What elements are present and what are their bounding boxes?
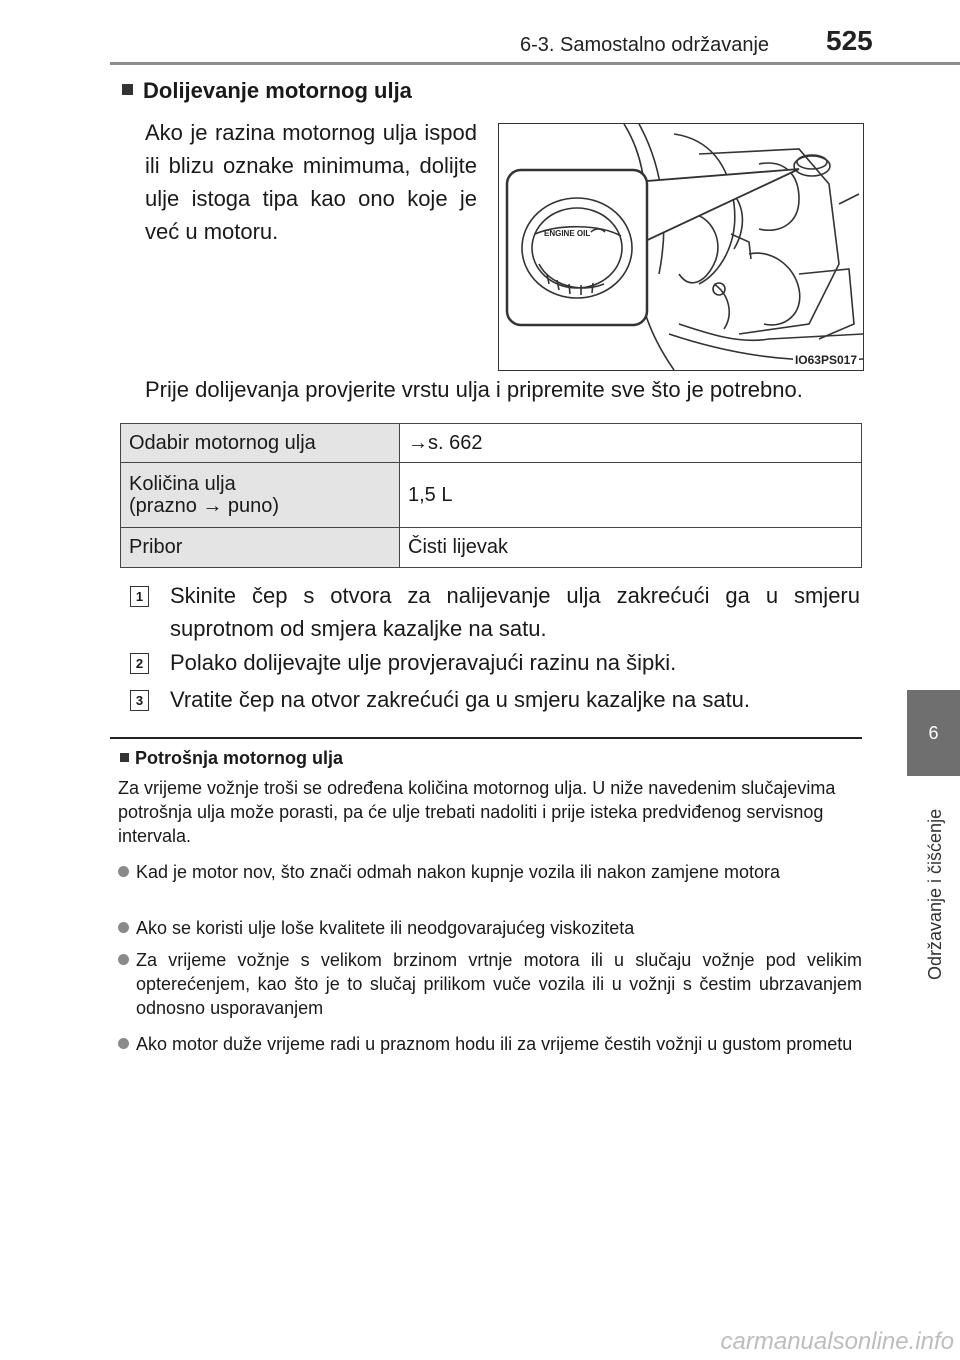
table-key-line: Količina ulja (129, 473, 236, 495)
table-key: Odabir motornog ulja (121, 424, 400, 463)
table-value: 1,5 L (400, 463, 862, 528)
list-item (118, 860, 862, 884)
square-bullet-icon (122, 84, 133, 95)
step-item (130, 579, 860, 645)
oil-info-table (120, 423, 862, 568)
watermark: carmanualsonline.info (720, 1328, 954, 1355)
step-item (130, 646, 860, 679)
section-title-oil-consumption (120, 748, 343, 769)
section-divider (110, 737, 862, 739)
step-item (130, 683, 860, 716)
table-key-line: (prazno → puno) (129, 495, 280, 517)
preparation-text: Prije dolijevanja provjerite vrstu ulja i pripremite sve što je potrebno. (145, 377, 803, 402)
bullet-dot-icon (118, 922, 129, 933)
section-title-text: Dolijevanje motornog ulja (143, 78, 412, 103)
section-title-oil-refill (122, 78, 412, 104)
list-item (118, 948, 862, 1020)
callout-box (507, 170, 647, 325)
table-value: Čisti lijevak (400, 528, 862, 568)
section-header: 6-3. Samostalno održavanje (520, 34, 770, 56)
engine-oil-cap-label: ENGINE OIL (544, 229, 591, 238)
callout-pointer (634, 169, 799, 244)
list-item-text: Za vrijeme vožnje s velikom brzinom vrtnje motora ili u slučaju vožnje pod velikim opterećenjem, kao što je to slučaj prilikom vuče vozila ili u vožnji s čestim ubrzavanjem odnosno usporavanjem (136, 950, 862, 1018)
step-text: Vratite čep na otvor zakrećući ga u smjeru kazaljke na satu. (170, 687, 751, 712)
list-item-text: Ako motor duže vrijeme radi u praznom hodu ili za vrijeme čestih vožnji u gustom prometu (136, 1034, 853, 1054)
table-row (121, 424, 862, 463)
step-text: Polako dolijevajte ulje provjeravajući razinu na šipki. (170, 650, 677, 675)
step-text: Skinite čep s otvora za nalijevanje ulja zakrećući ga u smjeru suprotnom od smjera kazaljke na satu. (170, 583, 860, 641)
header-rule (110, 62, 960, 65)
consumption-paragraph: Za vrijeme vožnje troši se određena količina motornog ulja. U niže navedenim slučajevima potrošnja ulja može porasti, pa će ulje trebati nadoliti i prije isteka predviđenog servisnog intervala. (118, 778, 836, 846)
table-value: →s. 662 (400, 424, 862, 463)
list-item (118, 1032, 862, 1056)
list-item-text: Ako se koristi ulje loše kvalitete ili neodgovarajućeg viskoziteta (136, 918, 635, 938)
list-item-text: Kad je motor nov, što znači odmah nakon kupnje vozila ili nakon zamjene motora (136, 862, 781, 882)
engine-bay-illustration (499, 124, 863, 370)
bullet-dot-icon (118, 954, 129, 965)
chapter-tab (907, 690, 960, 776)
section-title-text: Potrošnja motornog ulja (135, 748, 344, 768)
chapter-label (925, 790, 951, 990)
intro-paragraph: Ako je razina motornog ulja ispod ili blizu oznake minimuma, dolijte ulje istoga tipa kao ono koje je već u motoru. (145, 120, 477, 244)
page-number: 525 (826, 25, 873, 56)
bullet-dot-icon (118, 1038, 129, 1049)
square-bullet-icon (120, 753, 129, 762)
step-number: 1 (130, 586, 149, 607)
step-number: 2 (130, 653, 149, 674)
table-row (121, 528, 862, 568)
table-row (121, 463, 862, 528)
bullet-dot-icon (118, 866, 129, 877)
step-number: 3 (130, 690, 149, 711)
figure-code: IO63PS017 (794, 353, 857, 367)
chapter-label-text: Održavanje i čišćenje (925, 808, 945, 980)
engine-oil-cap-figure (498, 123, 864, 371)
chapter-number: 6 (928, 722, 939, 743)
table-key (121, 463, 400, 528)
list-item (118, 916, 862, 940)
table-key: Pribor (121, 528, 400, 568)
